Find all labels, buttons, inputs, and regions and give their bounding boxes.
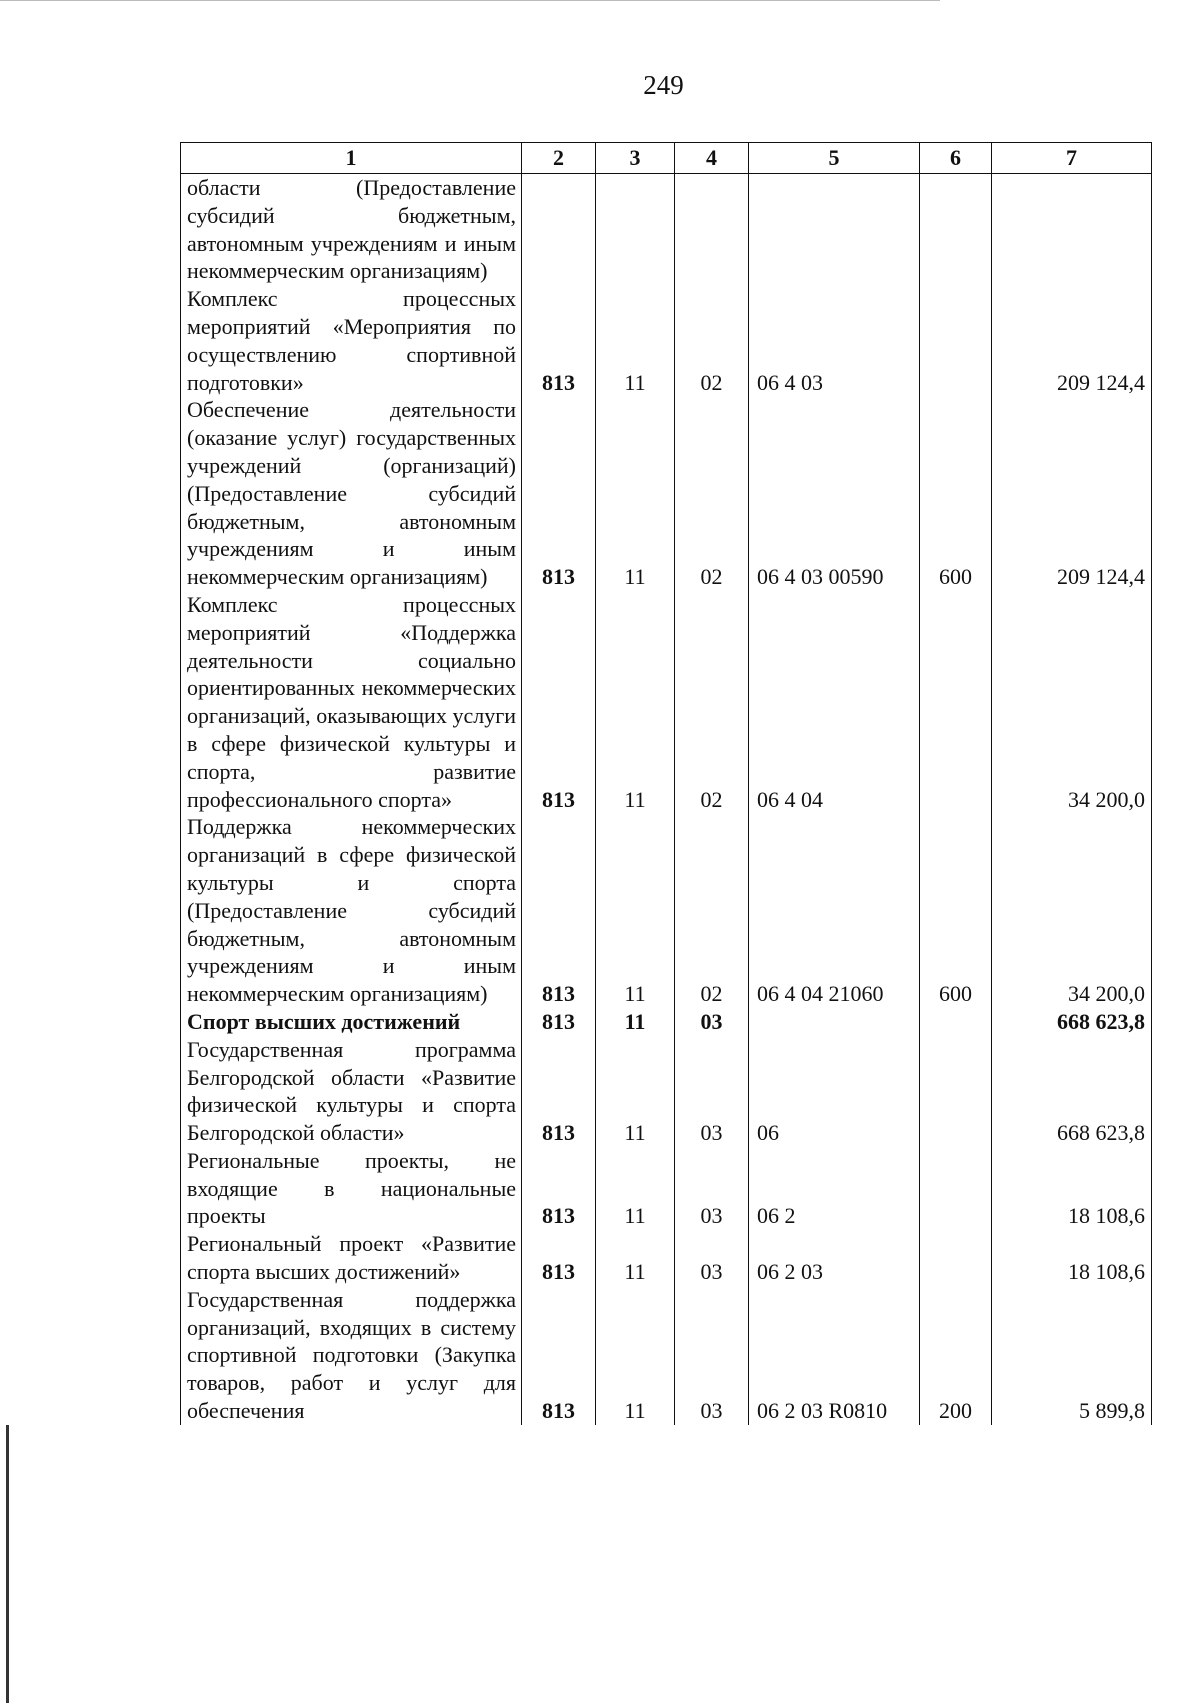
row-name: Государственная программа Белгородской области «Развитие физической культуры и спорта Белгородской области» — [181, 1036, 522, 1147]
row-vr: 600 — [920, 813, 992, 1008]
row-name: Региональный проект «Развитие спорта высших достижений» — [181, 1230, 522, 1286]
row-name: Комплекс процессных мероприятий «Мероприятия по осуществлению спортивной подготовки» — [181, 285, 522, 396]
row-pr: 03 — [675, 1147, 749, 1230]
row-vr — [920, 174, 992, 286]
row-csr: 06 2 — [749, 1147, 920, 1230]
row-rz: 11 — [596, 396, 675, 591]
header-col-5: 5 — [749, 143, 920, 174]
budget-table — [180, 142, 1152, 1425]
row-amount: 209 124,4 — [992, 285, 1152, 396]
row-amount: 668 623,8 — [992, 1036, 1152, 1147]
row-gr: 813 — [522, 285, 596, 396]
row-rz: 11 — [596, 813, 675, 1008]
row-vr — [920, 591, 992, 813]
row-rz: 11 — [596, 591, 675, 813]
row-rz: 11 — [596, 1036, 675, 1147]
row-csr — [749, 1008, 920, 1036]
row-amount: 668 623,8 — [992, 1008, 1152, 1036]
table-row — [181, 1036, 1152, 1147]
row-rz: 11 — [596, 285, 675, 396]
row-pr: 02 — [675, 396, 749, 591]
row-csr — [749, 174, 920, 286]
header-col-1: 1 — [181, 143, 522, 174]
row-gr: 813 — [522, 1286, 596, 1425]
row-gr: 813 — [522, 1147, 596, 1230]
table-header-row — [181, 143, 1152, 174]
row-pr: 03 — [675, 1286, 749, 1425]
row-gr: 813 — [522, 591, 596, 813]
header-col-2: 2 — [522, 143, 596, 174]
table-row — [181, 591, 1152, 813]
row-pr: 03 — [675, 1230, 749, 1286]
row-rz: 11 — [596, 1286, 675, 1425]
row-csr: 06 — [749, 1036, 920, 1147]
row-pr: 03 — [675, 1008, 749, 1036]
row-vr: 600 — [920, 396, 992, 591]
table-row — [181, 1230, 1152, 1286]
row-csr: 06 4 03 00590 — [749, 396, 920, 591]
row-name: Государственная поддержка организаций, входящих в систему спортивной подготовки (Закупка товаров, работ и услуг для обеспечения — [181, 1286, 522, 1425]
table-row — [181, 396, 1152, 591]
scan-edge-top — [0, 0, 940, 1]
row-vr — [920, 1036, 992, 1147]
row-amount: 5 899,8 — [992, 1286, 1152, 1425]
table-row — [181, 1008, 1152, 1036]
row-gr: 813 — [522, 1008, 596, 1036]
row-pr: 02 — [675, 285, 749, 396]
row-vr: 200 — [920, 1286, 992, 1425]
row-pr: 02 — [675, 591, 749, 813]
row-csr: 06 4 04 — [749, 591, 920, 813]
row-gr: 813 — [522, 1036, 596, 1147]
row-vr — [920, 285, 992, 396]
row-rz: 11 — [596, 1008, 675, 1036]
header-col-3: 3 — [596, 143, 675, 174]
row-gr: 813 — [522, 1230, 596, 1286]
scan-edge-left — [6, 1425, 9, 1703]
row-vr — [920, 1147, 992, 1230]
row-vr — [920, 1230, 992, 1286]
row-rz — [596, 174, 675, 286]
row-name: Поддержка некоммерческих организаций в сфере физической культуры и спорта (Предоставление субсидий бюджетным, автономным учреждениям и иным некоммерческим организациям) — [181, 813, 522, 1008]
row-csr: 06 4 04 21060 — [749, 813, 920, 1008]
header-col-7: 7 — [992, 143, 1152, 174]
row-amount: 18 108,6 — [992, 1147, 1152, 1230]
table-row — [181, 174, 1152, 286]
table-row — [181, 1147, 1152, 1230]
row-amount: 209 124,4 — [992, 396, 1152, 591]
row-csr: 06 4 03 — [749, 285, 920, 396]
row-gr: 813 — [522, 813, 596, 1008]
row-name: Обеспечение деятельности (оказание услуг) государственных учреждений (организаций) (Предоставление субсидий бюджетным, автономным учреждениям и иным некоммерческим организациям) — [181, 396, 522, 591]
row-pr: 03 — [675, 1036, 749, 1147]
table-row — [181, 1286, 1152, 1425]
row-gr: 813 — [522, 396, 596, 591]
table-row — [181, 813, 1152, 1008]
table-row — [181, 285, 1152, 396]
row-name: Спорт высших достижений — [181, 1008, 522, 1036]
header-col-6: 6 — [920, 143, 992, 174]
row-name: Региональные проекты, не входящие в национальные проекты — [181, 1147, 522, 1230]
row-name: Комплекс процессных мероприятий «Поддержка деятельности социально ориентированных некоммерческих организаций, оказывающих услуги в сфере физической культуры и спорта, развитие профессионального спорта» — [181, 591, 522, 813]
row-name: области (Предоставление субсидий бюджетным, автономным учреждениям и иным некоммерческим организациям) — [181, 174, 522, 286]
header-col-4: 4 — [675, 143, 749, 174]
row-amount — [992, 174, 1152, 286]
row-csr: 06 2 03 R0810 — [749, 1286, 920, 1425]
row-vr — [920, 1008, 992, 1036]
row-amount: 34 200,0 — [992, 813, 1152, 1008]
page-number: 249 — [643, 70, 684, 100]
row-amount: 18 108,6 — [992, 1230, 1152, 1286]
row-amount: 34 200,0 — [992, 591, 1152, 813]
row-rz: 11 — [596, 1147, 675, 1230]
row-pr: 02 — [675, 813, 749, 1008]
row-pr — [675, 174, 749, 286]
row-csr: 06 2 03 — [749, 1230, 920, 1286]
row-gr — [522, 174, 596, 286]
row-rz: 11 — [596, 1230, 675, 1286]
